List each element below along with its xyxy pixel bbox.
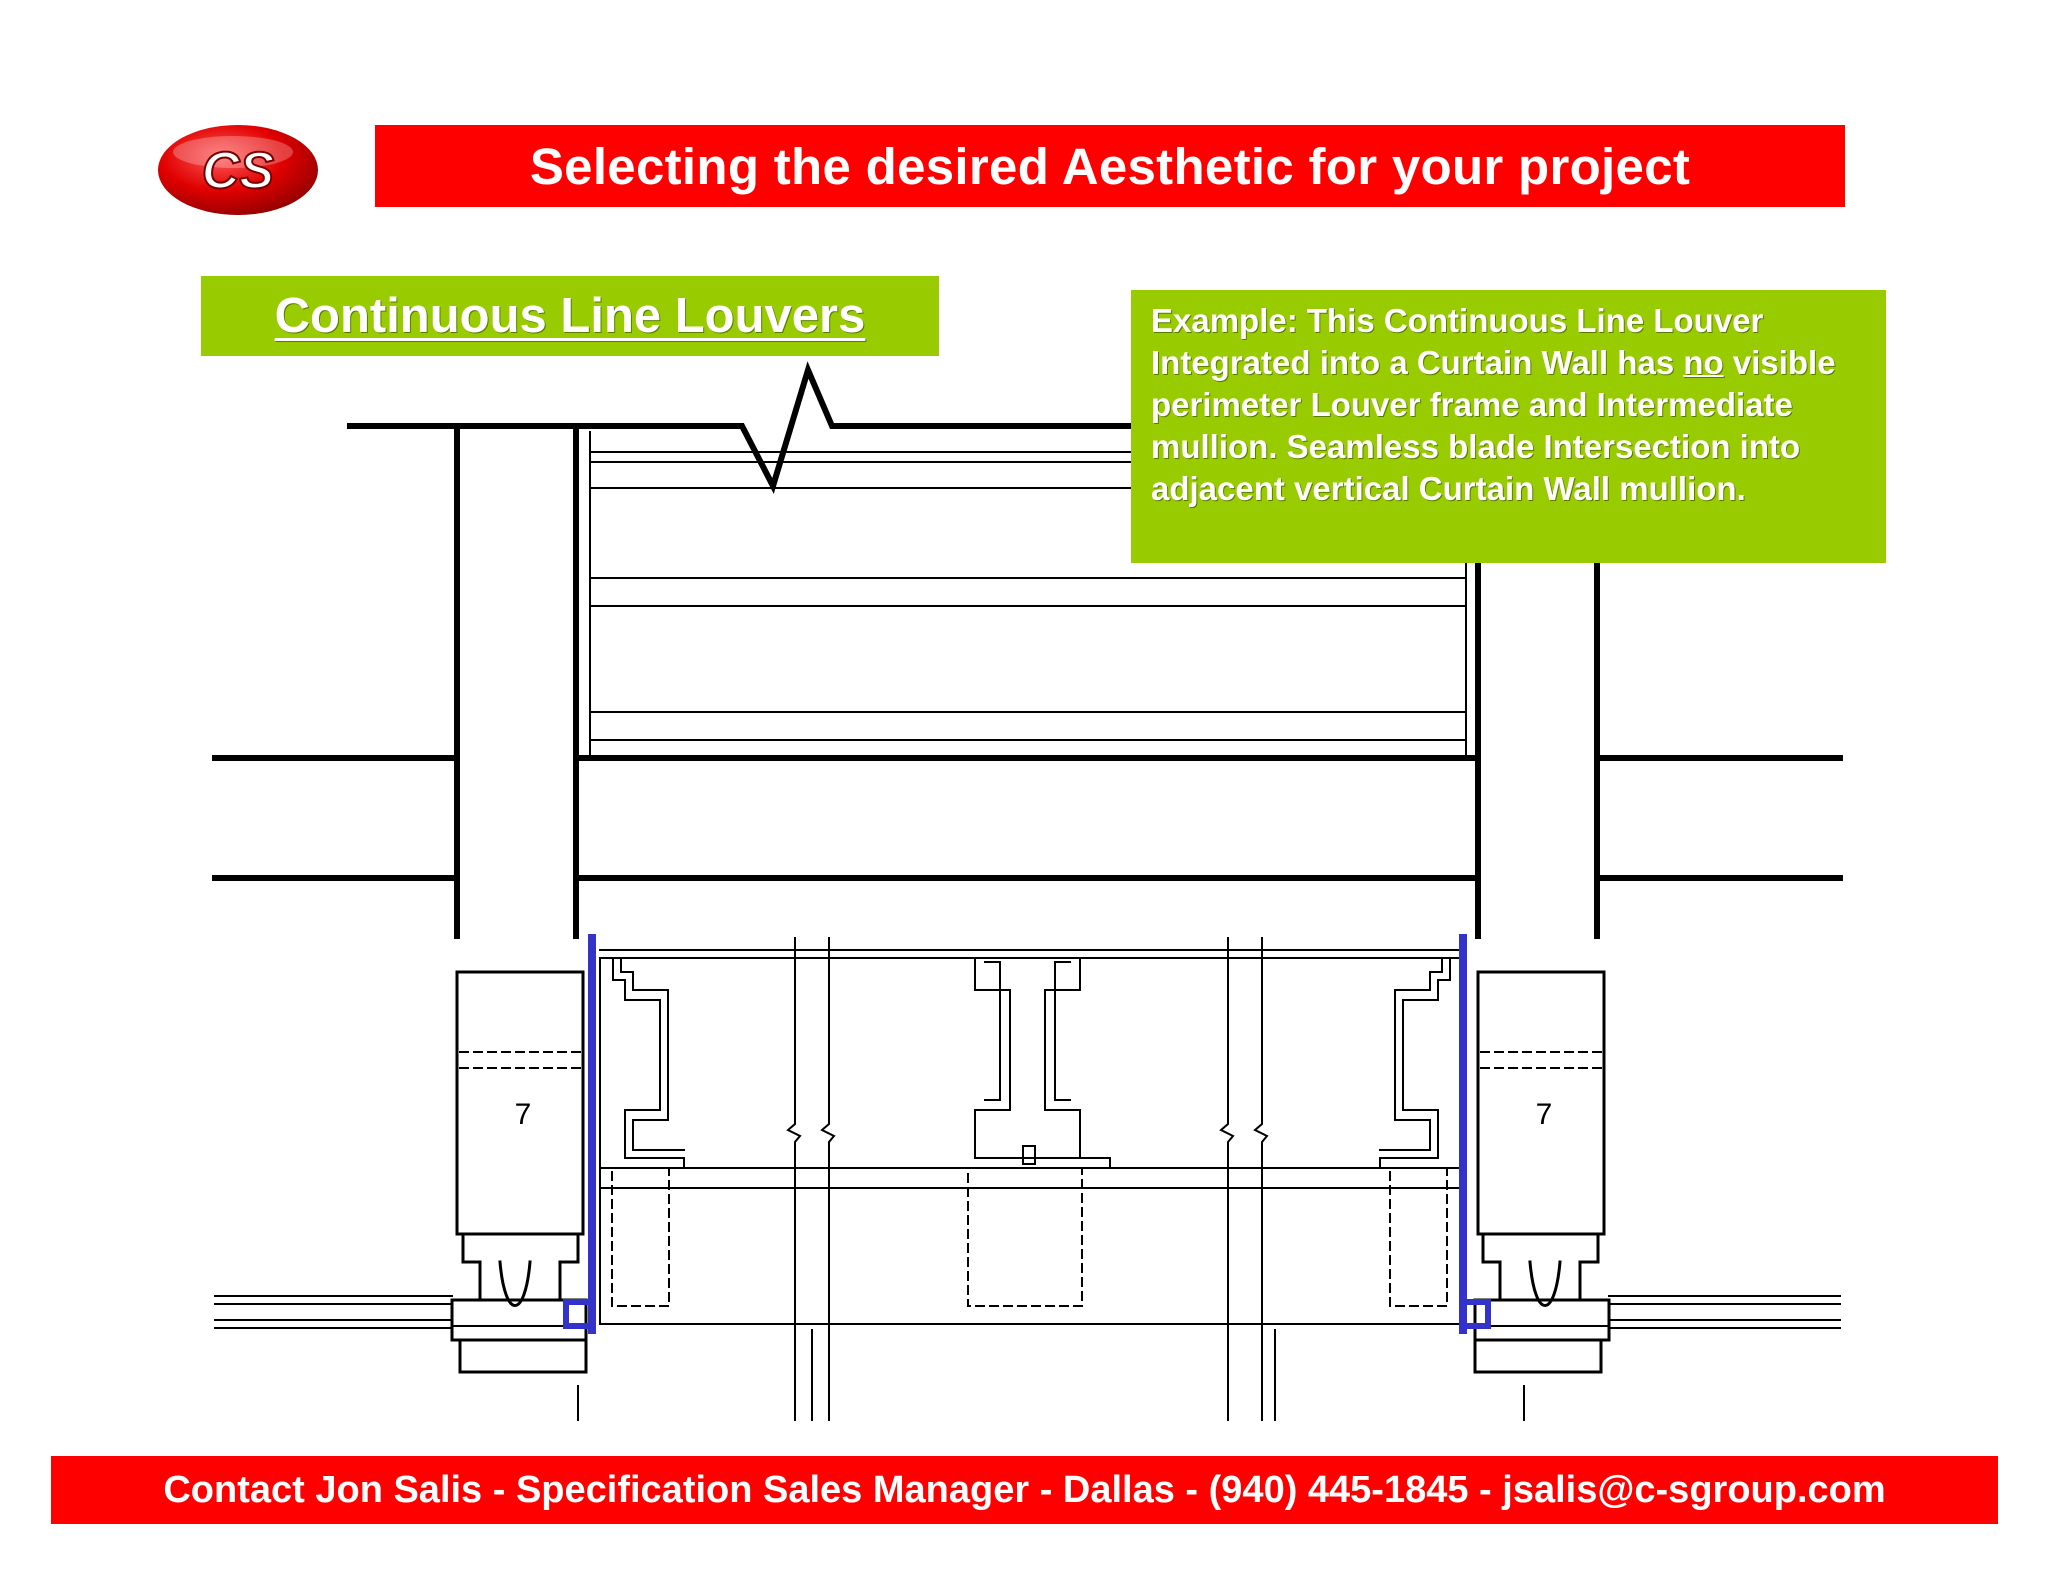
page-title: Selecting the desired Aesthetic for your project [529,137,1691,195]
example-note-box [1131,290,1886,563]
glazing-right [1609,1296,1840,1328]
right-curtain-wall-mullion [1478,560,1597,936]
contact-text: Contact Jon Salis - Specification Sales Manager - Dallas - (940) 445-1845 - jsalis@c-sgroup.com [163,1468,1886,1511]
louver-plan-section [578,938,1524,1420]
break-line [350,370,1140,486]
seamless-intersection-highlight [566,938,1488,1330]
note-emphasis: no [1683,344,1724,381]
svg-text:CS: CS [201,142,275,200]
glazing-left [215,1296,452,1328]
left-mullion-number: 7 [514,1098,532,1131]
example-note-text [1151,300,1868,510]
section-label-box [201,276,939,356]
right-mullion-section [1475,972,1609,1372]
left-curtain-wall-mullion [457,432,576,936]
contact-footer [51,1456,1998,1524]
right-mullion-number: 7 [1535,1098,1553,1131]
note-text-before: Example: This Continuous Line Louver Integrated into a Curtain Wall has [1151,302,1764,381]
note-text-after: visible perimeter Louver frame and Intermediate mullion. Seamless blade Intersection into adjacent vertical Curtain Wall mullion. [1151,344,1836,507]
section-label: Continuous Line Louvers [274,289,866,343]
